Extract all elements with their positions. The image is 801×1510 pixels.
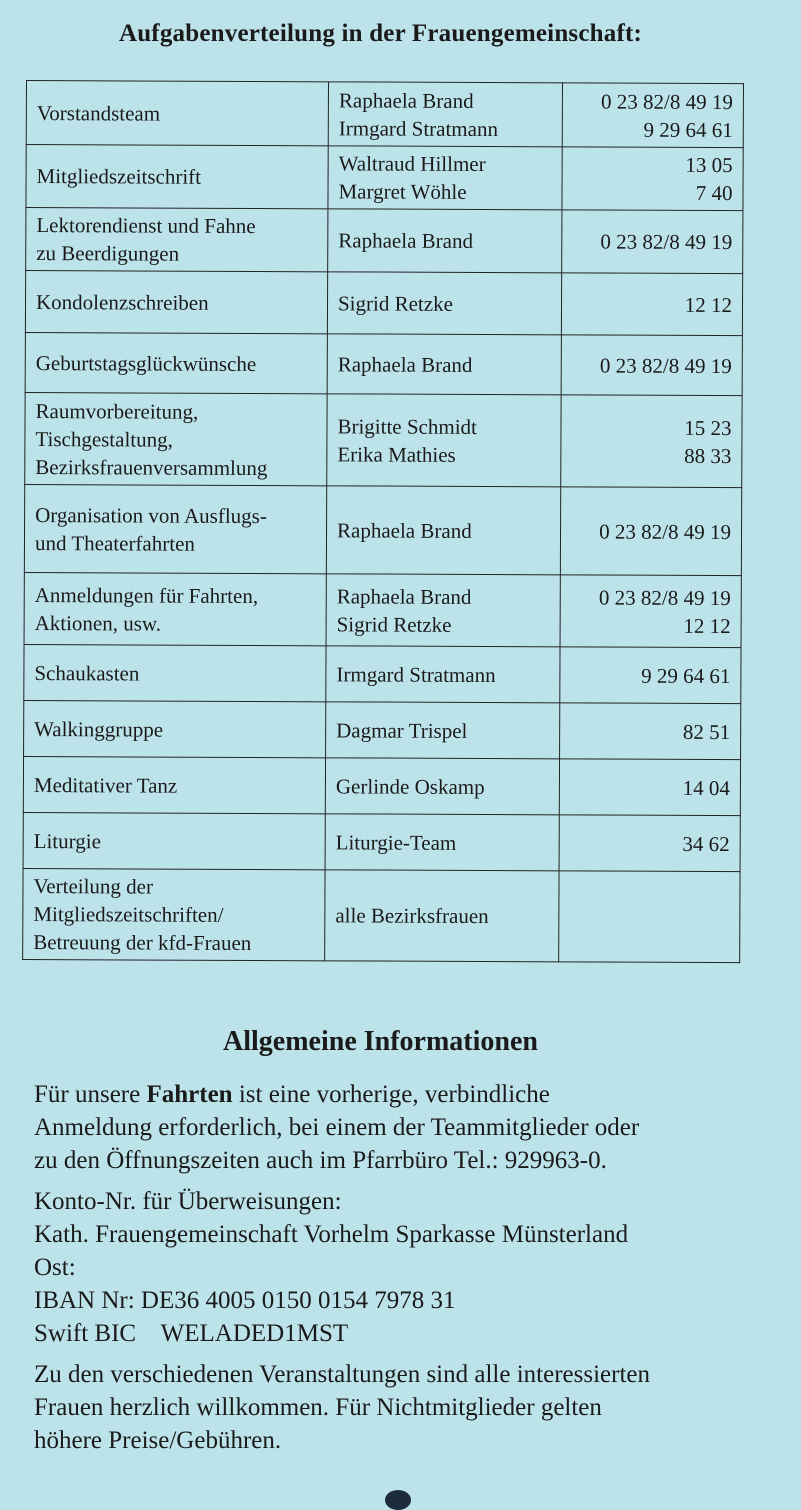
task-cell	[25, 332, 327, 393]
phone-line: 0 23 82/8 49 19	[601, 89, 733, 114]
table-row	[24, 644, 741, 703]
person-cell	[325, 758, 559, 815]
person-cell	[327, 334, 561, 395]
person-line: Brigitte Schmidt	[337, 413, 477, 439]
task-cell	[23, 756, 325, 813]
task-cell	[25, 392, 327, 485]
task-line: Vorstandsteam	[36, 100, 161, 126]
events-line-3: höhere Preise/Gebühren.	[34, 1427, 282, 1454]
account-label: Konto-Nr. für Überweisungen:	[34, 1188, 342, 1215]
info-heading: Allgemeine Informationen	[223, 1026, 538, 1057]
trips-text-post: ist eine vorherige, verbindliche	[232, 1081, 550, 1108]
task-cell	[23, 868, 325, 960]
page-title: Aufgabenverteilung in der Frauengemeinschaft:	[118, 20, 643, 47]
phone-line: 9 29 64 61	[643, 117, 733, 142]
person-line: Raphaela Brand	[338, 228, 474, 253]
person-line: Raphaela Brand	[336, 583, 472, 609]
phone-cell	[560, 487, 741, 576]
task-line: Meditativer Tanz	[33, 772, 178, 798]
phone-line: 82 51	[682, 719, 731, 744]
person-line: Sigrid Retzke	[337, 290, 453, 316]
phone-line: 14 04	[682, 775, 730, 800]
task-line: Raumvorbereitung,	[35, 398, 199, 424]
task-cell	[23, 812, 325, 869]
table-row	[25, 392, 742, 487]
account-holder: Kath. Frauengemeinschaft Vorhelm Sparkasse Münsterland	[34, 1221, 629, 1248]
phone-line: 0 23 82/8 49 19	[600, 229, 733, 255]
person-line: Gerlinde Oskamp	[335, 773, 485, 799]
task-line: Lektorendienst und Fahne	[36, 213, 256, 239]
person-cell	[326, 702, 560, 759]
task-line: Walkinggruppe	[34, 716, 164, 742]
trips-line-3: zu den Öffnungszeiten auch im Pfarrbüro Tel.: 929963-0.	[34, 1147, 607, 1174]
person-cell	[328, 209, 562, 273]
task-cell	[24, 572, 326, 645]
table-row	[26, 145, 743, 211]
task-line: Bezirksfrauenversammlung	[35, 454, 268, 480]
person-line: Dagmar Trispel	[336, 717, 468, 743]
task-cell	[26, 145, 328, 209]
events-paragraph	[34, 1358, 754, 1457]
person-line: Raphaela Brand	[336, 517, 472, 543]
person-cell	[325, 814, 559, 871]
task-cell	[24, 484, 326, 573]
info-section	[34, 1078, 754, 1465]
phone-cell	[562, 147, 743, 211]
trips-line-2: Anmeldung erforderlich, bei einem der Teammitglieder oder	[34, 1114, 640, 1141]
trips-text-pre: Für unsere	[34, 1081, 147, 1108]
phone-cell	[562, 210, 743, 274]
bic: Swift BIC WELADED1MST	[34, 1320, 349, 1347]
phone-cell	[561, 273, 742, 336]
task-line: Geburtstagsglückwünsche	[35, 350, 257, 376]
phone-line: 12 12	[684, 292, 733, 317]
person-line: Erika Mathies	[337, 441, 456, 467]
phone-line: 34 62	[682, 831, 730, 856]
trips-line-1	[34, 1078, 754, 1111]
task-line: Liturgie	[33, 828, 101, 853]
phone-line: 13 05	[685, 152, 733, 178]
task-line: Organisation von Ausflugs-	[35, 502, 267, 528]
person-line: Margret Wöhle	[338, 179, 467, 204]
phone-cell	[559, 871, 740, 963]
phone-cell	[559, 815, 740, 872]
person-line: Irmgard Stratmann	[338, 115, 499, 141]
phone-cell	[562, 83, 743, 148]
phone-line: 0 23 82/8 49 19	[599, 519, 732, 544]
events-line-2: Frauen herzlich willkommen. Für Nichtmitglieder gelten	[34, 1394, 602, 1421]
person-cell	[326, 486, 560, 575]
table-row	[23, 868, 740, 962]
phone-cell	[560, 647, 741, 704]
binding-hole	[385, 1490, 411, 1510]
task-line: Betreuung der kfd-Frauen	[33, 930, 252, 955]
task-table-container	[22, 80, 744, 963]
table-row	[24, 484, 741, 575]
task-line: Aktionen, usw.	[34, 610, 162, 636]
person-cell	[328, 146, 562, 210]
table-row	[25, 271, 742, 336]
phone-line: 9 29 64 61	[641, 663, 731, 688]
iban: IBAN Nr: DE36 4005 0150 0154 7978 31	[34, 1287, 456, 1314]
phone-line: 88 33	[684, 443, 732, 468]
task-line: Mitgliedszeitschriften/	[33, 902, 224, 927]
task-line: Schaukasten	[34, 660, 140, 686]
person-cell	[327, 394, 561, 487]
phone-line: 12 12	[683, 613, 731, 638]
trips-paragraph	[34, 1078, 754, 1177]
person-cell	[327, 272, 561, 335]
table-row	[24, 572, 741, 647]
account-holder-cont: Ost:	[34, 1254, 76, 1281]
person-line: Raphaela Brand	[338, 87, 474, 113]
phone-line: 0 23 82/8 49 19	[598, 585, 731, 610]
table-row	[25, 332, 742, 395]
account-paragraph	[34, 1185, 754, 1350]
task-line: Tischgestaltung,	[35, 426, 173, 452]
person-line: Irmgard Stratmann	[336, 661, 496, 687]
phone-line: 15 23	[684, 415, 732, 440]
task-line: Verteilung der	[33, 874, 154, 899]
task-cell	[26, 208, 328, 272]
task-line: Anmeldungen für Fahrten,	[34, 582, 259, 608]
phone-line: 0 23 82/8 49 19	[599, 353, 732, 378]
task-line: Mitgliedszeitschrift	[36, 164, 202, 189]
person-line: Liturgie-Team	[335, 829, 457, 855]
table-row	[24, 700, 741, 759]
task-line: Kondolenzschreiben	[35, 289, 209, 315]
person-cell	[326, 574, 560, 647]
person-line: Sigrid Retzke	[336, 611, 452, 637]
person-line: Raphaela Brand	[337, 351, 473, 377]
person-line: alle Bezirksfrauen	[335, 903, 489, 929]
person-cell	[328, 82, 562, 147]
phone-cell	[561, 395, 742, 488]
trips-text-bold: Fahrten	[146, 1081, 233, 1108]
table-row	[26, 81, 743, 148]
task-line: zu Beerdigungen	[36, 241, 180, 266]
person-cell	[326, 646, 560, 703]
task-line: und Theaterfahrten	[34, 530, 195, 556]
task-cell	[26, 81, 328, 146]
table-row	[23, 812, 740, 871]
phone-cell	[560, 575, 741, 648]
task-cell	[24, 644, 326, 701]
phone-cell	[559, 759, 740, 816]
events-line-1: Zu den verschiedenen Veranstaltungen sind alle interessierten	[34, 1361, 650, 1388]
task-cell	[24, 700, 326, 757]
task-cell	[25, 271, 327, 334]
table-row	[26, 208, 743, 274]
person-line: Waltraud Hillmer	[338, 151, 486, 177]
table-row	[23, 756, 740, 815]
phone-cell	[561, 335, 742, 396]
phone-line: 7 40	[695, 180, 733, 206]
phone-cell	[560, 703, 741, 760]
task-table	[22, 80, 744, 963]
person-cell	[325, 870, 559, 962]
